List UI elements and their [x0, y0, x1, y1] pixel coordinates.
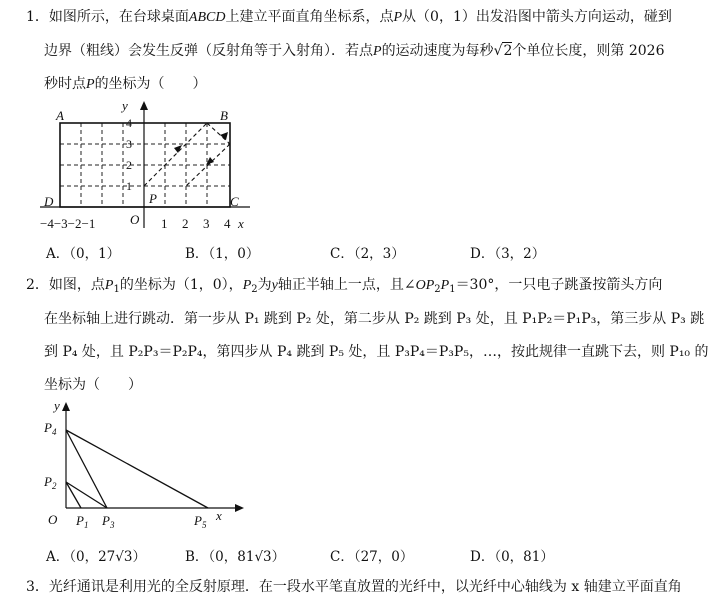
q1-text: 的运动速度为每秒: [381, 43, 494, 59]
jump-segments: [66, 430, 208, 508]
q1-option-a[interactable]: A．（0，1）: [46, 246, 121, 262]
q3-number: 3．: [26, 579, 49, 595]
q2-line3: 到 P₄ 处，且 P₂P₃＝P₂P₄，第四步从 P₄ 跳到 P₅ 处，且 P₃P₄＝P₃P₅，…，按此规律一直跳下去，则 P₁₀ 的: [44, 344, 709, 360]
q1-option-d[interactable]: D．（3，2）: [470, 246, 546, 262]
corner-label-a: A: [56, 108, 64, 123]
q1-option-c[interactable]: C．（2，3）: [330, 246, 405, 262]
q1-text: 从（0，1）出发沿图中箭头方向运动，碰到: [402, 9, 672, 25]
y-tick: 3: [126, 137, 132, 151]
motion-path: [144, 123, 230, 186]
q2-line1: 2．如图，点$P_1$的坐标为（1，0），$P_2$为y轴正半轴上一点，且$\angle OP_2P_1=30^\circ$，一只电子跳蚤按箭头方向: [26, 277, 663, 295]
q3-line1: [26, 578, 682, 596]
x-axis-arrow-icon: [235, 504, 244, 512]
x-axis-label: x: [238, 216, 244, 231]
corner-label-b: B: [220, 108, 228, 123]
point-p4-label: $P_4$: [44, 420, 57, 437]
q1-text: 上建立平面直角坐标系，点: [225, 9, 394, 25]
q2-text: 如图，点: [48, 277, 105, 293]
q2-option-c[interactable]: C．（27，0）: [330, 549, 414, 565]
q2-line4: 坐标为（ ）: [44, 377, 142, 393]
q3-text: 光纤通讯是利用光的全反射原理．在一段水平笔直放置的光纤中，以光纤中心轴线为 x 轴建立平面直角: [48, 579, 682, 595]
q1-text: 如图所示，在台球桌面: [48, 9, 189, 25]
x-tick: 3: [203, 216, 210, 231]
origin-label: O: [130, 212, 140, 227]
y-axis-arrow-icon: [140, 101, 148, 110]
origin-label: O: [48, 512, 58, 527]
q1-point-p: P: [373, 44, 382, 59]
point-p5-label: $P_5$: [194, 513, 207, 530]
x-axis-label: x: [216, 508, 222, 523]
point-p2-label: $P_2$: [44, 474, 57, 491]
x-tick: 1: [161, 216, 168, 231]
q1-text: 的坐标为（ ）: [94, 76, 207, 92]
q2-text: 的坐标为（1，0），: [119, 277, 243, 293]
q2-angle: OP: [415, 278, 435, 293]
point-p1-label: $P_1$: [76, 513, 89, 530]
q1-option-b[interactable]: B．（1，0）: [185, 246, 260, 262]
q2-text: 轴正半轴上一点，且∠: [277, 277, 416, 293]
y-tick: 2: [126, 158, 132, 172]
point-p-label: P: [149, 191, 157, 206]
q2-line2: 在坐标轴上进行跳动．第一步从 P₁ 跳到 P₂ 处，第二步从 P₂ 跳到 P₃ 处，且 P₁P₂＝P₁P₃，第三步从 P₃ 跳: [44, 311, 705, 327]
q2-axis-y: y: [271, 278, 278, 293]
corner-label-c: C: [230, 194, 239, 209]
q2-number: 2．: [26, 277, 49, 293]
y-axis-arrow-icon: [62, 402, 70, 411]
grid-lines: [60, 123, 230, 207]
q1-point-p: P: [393, 10, 403, 25]
q2-point: P: [104, 278, 114, 293]
q1-point-p: P: [86, 77, 95, 92]
sqrt-radicand: 2: [503, 43, 513, 59]
q1-text: 边界（粗线）会发生反弹（反射角等于入射角）．若点: [44, 43, 373, 59]
sqrt-symbol: √: [493, 43, 503, 59]
q1-abcd: ABCD: [188, 10, 226, 25]
q2-text: ＝30°，一只电子跳蚤按箭头方向: [455, 277, 663, 293]
point-p3-label: $P_3$: [102, 513, 115, 530]
q1-text: 秒时点: [44, 76, 86, 92]
q2-text: 为: [257, 277, 272, 293]
y-axis-label: y: [54, 398, 60, 413]
y-tick: 4: [126, 116, 132, 130]
q1-line1: [26, 8, 672, 27]
y-tick: 1: [126, 179, 132, 193]
q1-number: 1．: [26, 9, 49, 25]
q2-option-d[interactable]: D．（0，81）: [470, 549, 554, 565]
y-axis-label: y: [122, 98, 128, 113]
q2-point: P: [242, 278, 252, 293]
q2-point: P: [440, 278, 450, 293]
q1-text: 个单位长度，则第 2026: [512, 43, 665, 59]
q1-billiard-figure: [40, 98, 270, 238]
x-tick: 2: [182, 216, 189, 231]
q2-triangle-figure: [40, 398, 250, 534]
q2-option-b[interactable]: B．（0，81√3）: [185, 549, 286, 565]
corner-label-d: D: [44, 194, 54, 209]
q2-option-a[interactable]: A．（0，27√3）: [46, 549, 146, 565]
x-ticks-negative: −4−3−2−1: [40, 216, 96, 231]
q1-line2: [44, 42, 665, 61]
x-tick: 4: [224, 216, 231, 231]
q1-line3: [44, 75, 207, 94]
